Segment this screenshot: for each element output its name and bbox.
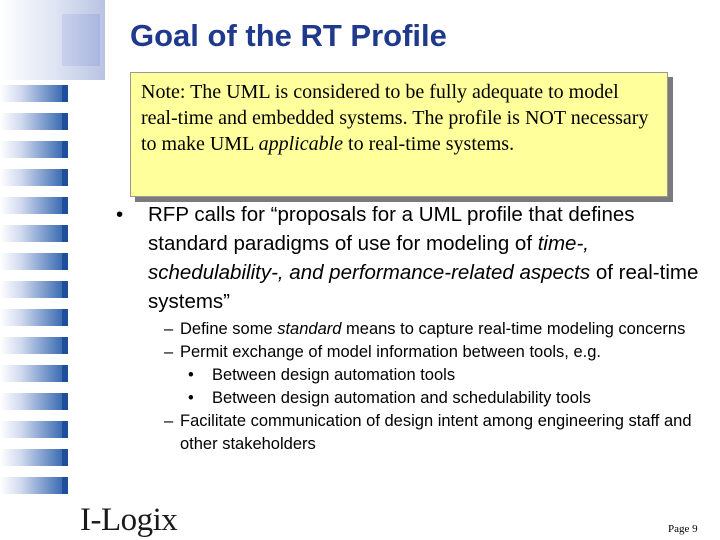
decorative-tick: [0, 253, 68, 270]
decorative-tick: [0, 113, 68, 130]
decorative-tick: [0, 225, 68, 242]
decorative-tick: [0, 449, 68, 466]
sub-sub-bullet-text: Between design automation and schedulability tools: [212, 389, 591, 407]
sub-sub-bullet: [160, 364, 715, 387]
bullet-text-part: of real-time systems”: [148, 261, 699, 313]
left-decorative-bar: [0, 85, 68, 494]
sub-bullet-list: [160, 318, 715, 456]
decorative-tick: [0, 141, 68, 158]
decorative-tick: [0, 393, 68, 410]
sub-bullet: [160, 410, 715, 456]
bullet-marker: •: [188, 389, 194, 407]
dash-marker: –: [164, 343, 174, 361]
sub-bullet-text: [180, 320, 685, 338]
sub-sub-bullet: [160, 387, 715, 410]
dash-marker: –: [164, 412, 174, 430]
sub-bullet: [160, 341, 715, 364]
decorative-tick: [0, 197, 68, 214]
text-part: Define some: [180, 320, 278, 338]
note-emphasis: applicable: [258, 133, 344, 155]
note-text-part: to real-time systems.: [343, 133, 515, 155]
note-box: [130, 72, 668, 197]
sub-sub-bullet-text: Between design automation tools: [212, 366, 456, 384]
note-label: Note:: [141, 81, 186, 103]
bullet-marker: •: [188, 366, 194, 384]
main-bullet: [116, 200, 706, 316]
corner-decoration: [0, 0, 105, 80]
decorative-tick: [0, 169, 68, 186]
bullet-text-part: RFP calls for “proposals for a UML profile that defines standard paradigms of use for modeling of: [148, 203, 635, 255]
slide-title: Goal of the RT Profile: [130, 18, 447, 53]
sub-bullet-text: Permit exchange of model information between tools, e.g.: [180, 343, 601, 361]
bullet-emphasis: time-, schedulability-, and performance-related aspects: [148, 232, 591, 284]
note-text-part: The UML is considered to be fully adequate to model real-time and embedded systems. The profile is NOT necessary to make UML: [141, 81, 649, 155]
sub-bullet: [160, 318, 715, 341]
main-bullet-text: [116, 200, 706, 316]
decorative-tick: [0, 337, 68, 354]
bullet-marker: •: [116, 203, 124, 226]
text-emphasis: standard: [277, 320, 342, 338]
decorative-tick: [0, 421, 68, 438]
decorative-tick: [0, 309, 68, 326]
sub-bullet-text: Facilitate communication of design intent among engineering staff and other stakeholders: [180, 412, 692, 453]
decorative-tick: [0, 85, 68, 102]
page-number: Page 9: [668, 523, 698, 535]
ilogix-logo: I-Logix: [80, 502, 178, 538]
note-text: [141, 79, 657, 157]
decorative-tick: [0, 365, 68, 382]
dash-marker: –: [164, 320, 174, 338]
decorative-tick: [0, 477, 68, 494]
text-part: means to capture real-time modeling concerns: [341, 320, 686, 338]
decorative-tick: [0, 281, 68, 298]
